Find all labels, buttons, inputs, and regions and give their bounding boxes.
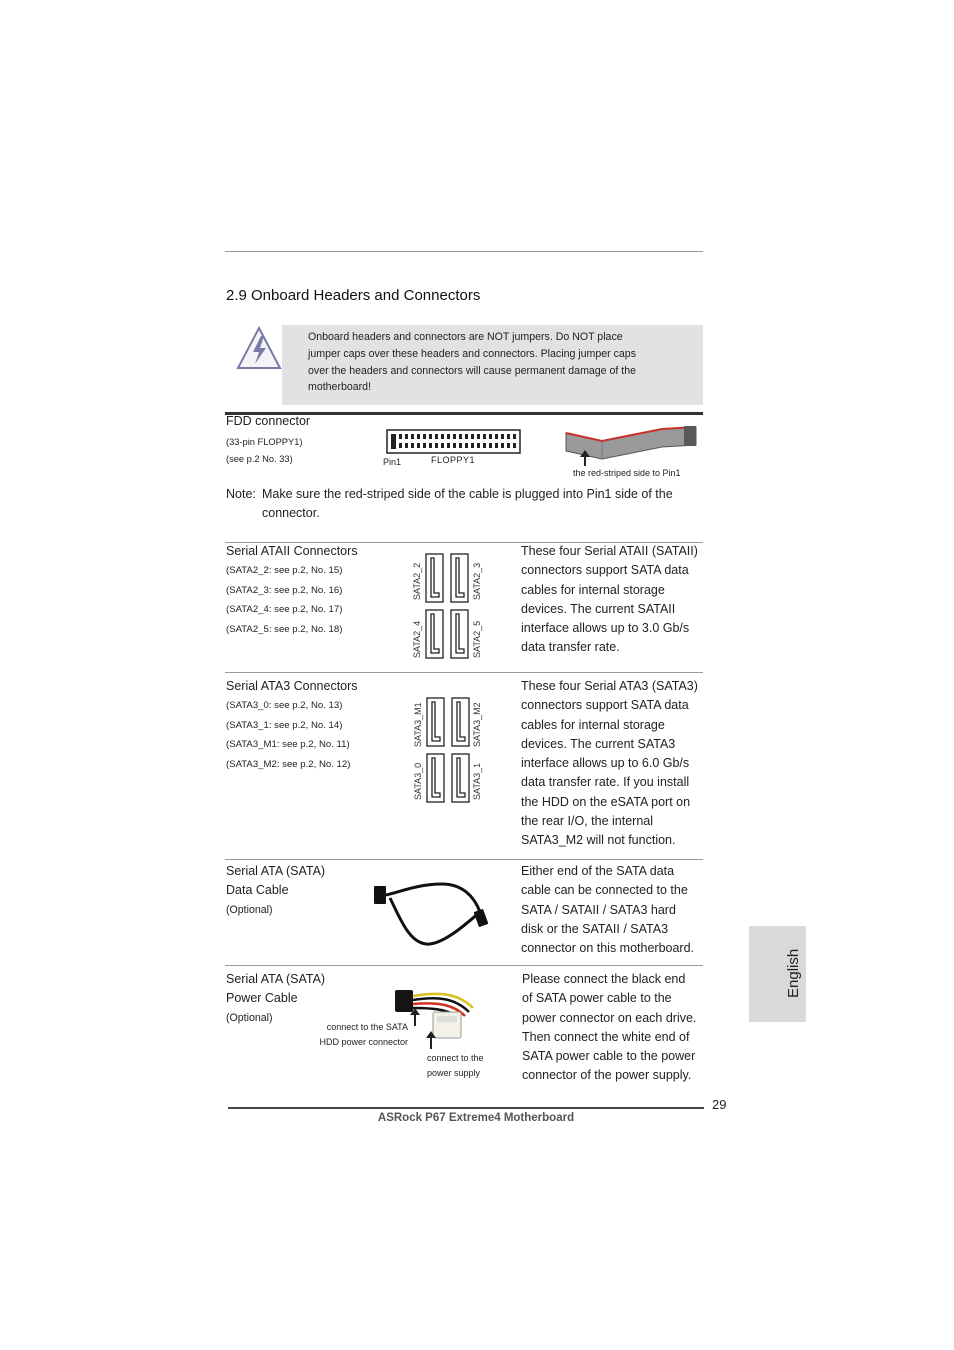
sata3-desc-line: These four Serial ATA3 (SATA3) [521,679,698,693]
sata2-desc-line: data transfer rate. [521,640,620,655]
sata3-connector-diagram [426,697,472,810]
warning-line: Onboard headers and connectors are NOT jumpers. Do NOT place [308,331,623,343]
sata3-desc [521,677,706,851]
power-cable-desc-line: Then connect the white end of [522,1029,690,1044]
sata2-ref: (SATA2_3: see p.2, No. 16) [226,584,343,596]
sata2-ref: (SATA2_4: see p.2, No. 17) [226,604,343,616]
sata3-1-label: SATA3_1 [472,762,482,800]
cable-caption: the red-striped side to Pin1 [573,468,681,478]
sata2-desc [521,542,706,658]
sata3-ref: (SATA3_M2: see p.2, No. 12) [226,758,351,770]
sata2-5-label: SATA2_5 [472,620,482,658]
power-cable-optional: (Optional) [226,1011,273,1024]
data-cable-desc [521,862,706,958]
sata3-0-label: SATA3_0 [413,762,423,800]
sata3-desc-line: data transfer rate. If you install [521,775,690,790]
arrow-up-icon [410,1008,420,1015]
language-tab-label: English [785,948,802,998]
sata3-desc-line: the HDD on the eSATA port on [521,794,691,809]
sata3-desc-line: connectors support SATA data [521,698,689,713]
data-cable-title: Data Cable [226,883,289,898]
section-title: 2.9 Onboard Headers and Connectors [226,287,481,304]
ps-caption-line: connect to the [427,1053,484,1063]
warning-text [308,329,658,396]
sata3-left [226,677,426,774]
fdd-title: FDD connector [226,414,311,428]
sata2-title: Serial ATAII Connectors [226,544,358,558]
sata3-desc-line: interface allows up to 6.0 Gb/s [521,756,690,771]
note-line: connector. [262,506,320,521]
sata2-4-label: SATA2_4 [412,620,422,658]
data-cable-desc-line: SATA / SATAII / SATA3 hard [521,902,676,917]
page-number: 29 [712,1097,727,1112]
power-cable-desc-line: of SATA power cable to the [522,991,672,1006]
arrow-up-icon [426,1031,436,1038]
fdd-sub2: (see p.2 No. 33) [226,454,293,464]
sata2-3-label: SATA2_3 [472,562,482,600]
warning-icon [236,326,282,375]
sata3-m1-label: SATA3_M1 [413,702,423,747]
sata3-desc-line: SATA3_M2 will not function. [521,833,676,848]
data-cable-desc-line: disk or the SATAII / SATA3 [521,921,669,936]
power-cable-desc-line: Please connect the black end [522,972,686,986]
warning-box [282,325,703,405]
sata2-desc-line: cables for internal storage [521,582,665,597]
data-cable-desc-line: cable can be connected to the [521,883,688,898]
footer-rule [228,1107,704,1109]
sata3-desc-line: devices. The current SATA3 [521,736,676,751]
pin1-label: Pin1 [383,457,402,467]
data-cable-desc-line: Either end of the SATA data [521,864,675,878]
hdd-caption-line: HDD power connector [319,1036,408,1047]
power-cable-title: Power Cable [226,991,298,1006]
floppy1-label: FLOPPY1 [431,455,476,465]
power-cable-rule [225,965,703,966]
sata3-desc-line: the rear I/O, the internal [521,814,654,829]
hdd-caption-line: connect to the SATA [326,1022,408,1032]
data-cable-optional: (Optional) [226,903,273,916]
sata2-desc-line: These four Serial ATAII (SATAII) [521,544,698,558]
top-rule [225,251,703,252]
sata-data-cable-image [370,878,494,955]
sata2-desc-line: connectors support SATA data [521,563,689,578]
floppy-cable-image [562,423,702,472]
sata2-desc-line: devices. The current SATAII [521,601,676,616]
ps-caption [427,1051,484,1080]
power-cable-desc-line: connector of the power supply. [522,1068,692,1083]
fdd-sub1: (33-pin FLOPPY1) [226,437,303,447]
data-cable-title: Serial ATA (SATA) [226,864,326,878]
arrow-up-icon [580,450,590,457]
ps-caption-line: power supply [427,1067,481,1078]
sata3-desc-line: cables for internal storage [521,717,665,732]
sata2-desc-line: interface allows up to 3.0 Gb/s [521,621,690,636]
data-cable-rule [225,859,703,860]
warning-line: motherboard! [308,381,372,394]
note-prefix: Note: [226,487,256,501]
sata3-m2-label: SATA3_M2 [472,702,482,747]
warning-line: jumper caps over these headers and connectors. Placing jumper caps [308,347,636,360]
sata3-ref: (SATA3_M1: see p.2, No. 11) [226,739,350,751]
language-tab [749,926,806,1022]
power-cable-desc-line: power connector on each drive. [522,1010,697,1025]
note-line: Make sure the red-striped side of the cable is plugged into Pin1 side of the [262,487,673,501]
sata3-title: Serial ATA3 Connectors [226,679,358,693]
sata3-rule [225,672,703,673]
sata2-left [226,542,426,639]
sata3-ref: (SATA3_1: see p.2, No. 14) [226,719,343,731]
footer-text: ASRock P67 Extreme4 Motherboard [377,1112,575,1124]
sata2-2-label: SATA2_2 [412,562,422,600]
sata3-ref: (SATA3_0: see p.2, No. 13) [226,700,343,712]
data-cable-desc-line: connector on this motherboard. [521,941,695,956]
note-text [262,485,702,524]
fdd-subinfo [226,434,302,468]
sata2-ref: (SATA2_2: see p.2, No. 15) [226,565,343,577]
sata2-connector-diagram [425,553,471,666]
power-cable-title: Serial ATA (SATA) [226,972,326,986]
hdd-caption [312,1020,408,1049]
power-cable-desc-line: SATA power cable to the power [522,1049,696,1064]
sata2-ref: (SATA2_5: see p.2, No. 18) [226,623,343,635]
power-cable-desc [522,970,707,1086]
warning-line: over the headers and connectors will cause permanent damage of the [308,364,637,377]
